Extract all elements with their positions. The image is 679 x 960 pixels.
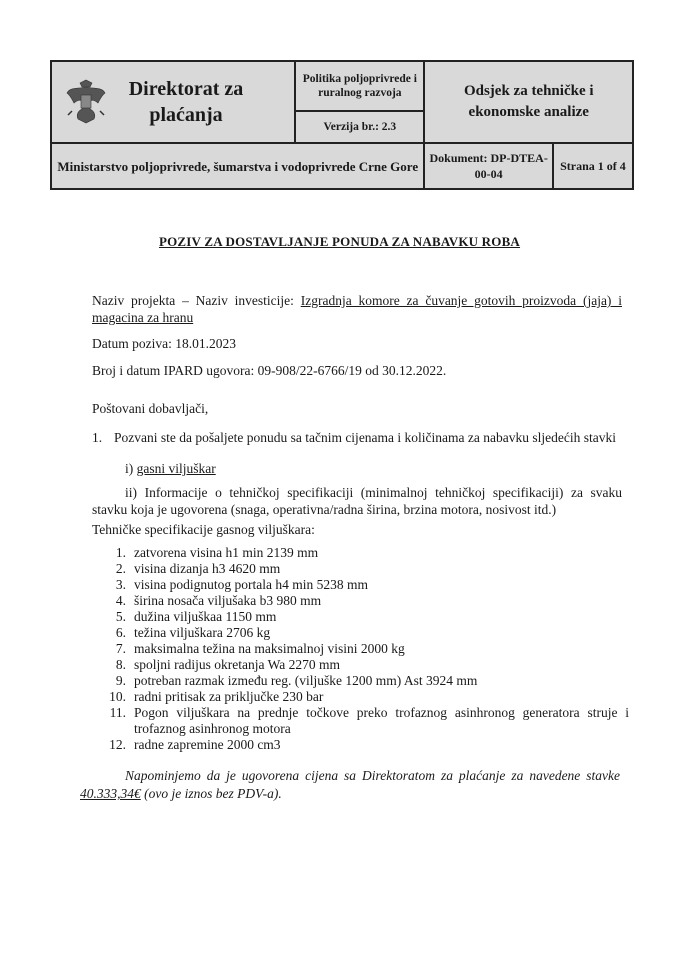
project-name: Izgradnja komore za čuvanje gotovih proizvoda (jaja) i magacina za hranu	[92, 293, 622, 325]
spec-text: radne zapremine 2000 cm3	[134, 737, 281, 752]
sub-item-i-prefix: i)	[125, 461, 137, 476]
greeting: Poštovani dobavljači,	[92, 401, 209, 416]
specs-heading: Tehničke specifikacije gasnog viljuškara:	[92, 522, 315, 537]
policy-cell: Politika poljoprivrede i ruralnog razvoja	[295, 61, 424, 111]
page-number-cell: Strana 1 of 4	[553, 143, 633, 189]
call-date: Datum poziva: 18.01.2023	[92, 336, 236, 351]
spec-number: 4.	[115, 593, 126, 608]
price-note	[80, 767, 620, 803]
spec-item	[100, 705, 629, 737]
ministry-cell: Ministarstvo poljoprivrede, šumarstva i vodoprivrede Crne Gore	[51, 143, 424, 189]
spec-number: 10.	[109, 689, 126, 704]
spec-number: 3.	[115, 577, 126, 592]
spec-number: 7.	[115, 641, 126, 656]
spec-number: 2.	[115, 561, 126, 576]
spec-number: 9.	[115, 673, 126, 688]
spec-text: zatvorena visina h1 min 2139 mm	[134, 545, 319, 560]
spec-number: 8.	[115, 657, 126, 672]
spec-number: 11.	[109, 705, 126, 720]
note-amount: 40.333,34€	[80, 786, 141, 801]
coat-of-arms-icon	[66, 79, 106, 125]
spec-number: 12.	[109, 737, 126, 752]
spec-text: Pogon viljuškara na prednje točkove preko trofaznog asinhronog generatora struje i trofaznog asinhronog motora	[134, 705, 629, 736]
spec-item	[100, 689, 629, 705]
spec-item	[100, 577, 629, 593]
spec-item	[100, 561, 629, 577]
directorate-name: Direktorat za plaćanja	[128, 78, 244, 126]
spec-item	[100, 673, 629, 689]
spec-text: visina podignutog portala h4 min 5238 mm	[134, 577, 368, 592]
spec-text: širina nosača viljušaka b3 980 mm	[134, 593, 322, 608]
contract-number: Broj i datum IPARD ugovora: 09-908/22-6766/19 od 30.12.2022.	[92, 363, 447, 378]
spec-text: dužina viljuškaa 1150 mm	[134, 609, 277, 624]
sub-item-i-text: gasni viljuškar	[136, 461, 216, 476]
spec-item	[100, 641, 629, 657]
document-header	[50, 60, 634, 190]
department-cell: Odsjek za tehničke i ekonomske analize	[424, 61, 633, 143]
spec-item	[100, 737, 629, 753]
spec-number: 1.	[115, 545, 126, 560]
document-id-cell: Dokument: DP-DTEA-00-04	[424, 143, 552, 189]
sub-item-ii: ii) Informacije o tehničkoj specifikaciji (minimalnoj tehničkoj specifikaciji) za svaku stavku koja je ugovorena (snaga, operativna/radna širina, brzina motora, nosivost itd.)	[92, 485, 622, 517]
note-text: Napominjemo da je ugovorena cijena sa Direktoratom za plaćanje za navedene stavke	[125, 768, 620, 783]
spec-text: radni pritisak za priključke 230 bar	[134, 689, 324, 704]
project-label: Naziv projekta – Naziv investicije:	[92, 293, 301, 308]
spec-number: 6.	[115, 625, 126, 640]
spec-number: 5.	[115, 609, 126, 624]
spec-item	[100, 593, 629, 609]
sub-item-i	[125, 460, 216, 477]
specs-list	[100, 545, 629, 753]
document-title: POZIV ZA DOSTAVLJANJE PONUDA ZA NABAVKU ROBA	[158, 234, 521, 249]
version-cell: Verzija br.: 2.3	[295, 111, 424, 143]
spec-item	[100, 625, 629, 641]
spec-text: spoljni radijus okretanja Wa 2270 mm	[134, 657, 341, 672]
spec-item	[100, 609, 629, 625]
item-1	[92, 429, 616, 446]
note-suffix: (ovo je iznos bez PDV-a).	[140, 786, 282, 801]
spec-item	[100, 545, 629, 561]
spec-text: potreban razmak između reg. (viljuške 1200 mm) Ast 3924 mm	[134, 673, 478, 688]
spec-text: visina dizanja h3 4620 mm	[134, 561, 281, 576]
directorate-cell	[51, 61, 295, 143]
item-1-text: Pozvani ste da pošaljete ponudu sa tačnim cijenama i količinama za nabavku sljedećih stavki	[114, 430, 616, 445]
spec-text: težina viljuškara 2706 kg	[134, 625, 271, 640]
spec-item	[100, 657, 629, 673]
item-1-number: 1.	[92, 430, 103, 445]
project-line	[92, 292, 622, 326]
spec-text: maksimalna težina na maksimalnoj visini 2000 kg	[134, 641, 405, 656]
